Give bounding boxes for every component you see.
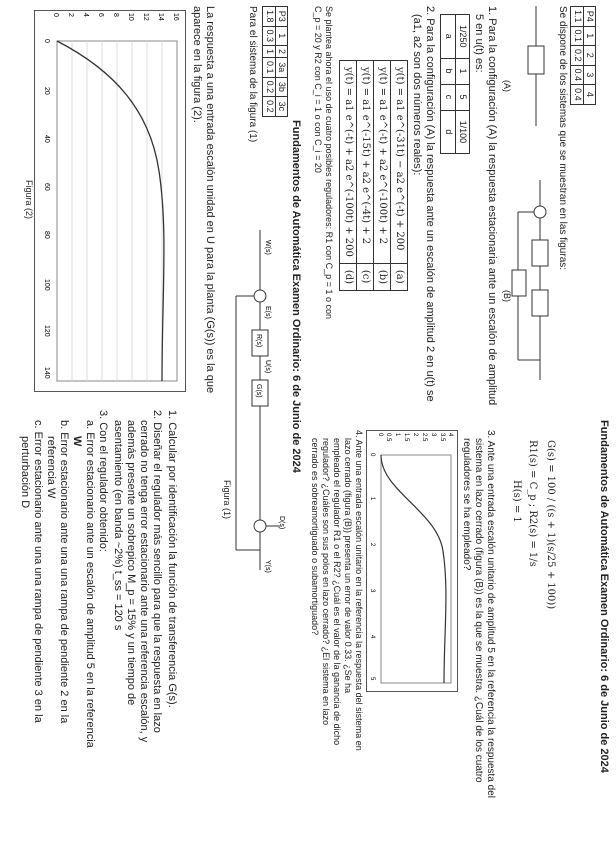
option-eq: y(t) = a1 e^(-31t) − a2 e^(-t) + 200 <box>391 61 408 264</box>
ans-label: c <box>441 84 455 110</box>
figure-b-caption: (B) <box>502 290 512 302</box>
y-tick: 2.5 <box>421 433 427 442</box>
x-tick: 100 <box>43 279 50 291</box>
y-tick: 1.5 <box>403 433 409 442</box>
left-q3b-line1: b. Error estacionario ante una una rampa de pendiente 2 en la <box>58 420 70 724</box>
option-label: (d) <box>340 263 357 290</box>
cell: 3a <box>275 58 287 78</box>
ans-value: 1/100 <box>455 110 469 154</box>
figure-b-diagram <box>508 180 558 420</box>
x-tick: 0 <box>43 39 50 43</box>
cell: 0.3 <box>263 26 275 46</box>
cell: 0.1 <box>263 58 275 78</box>
options-table <box>339 60 408 291</box>
x-tick: 1 <box>369 497 375 501</box>
option-eq: y(t) = a1 e^(-t) + a2 e^(-100t) + 2 <box>374 61 391 264</box>
figure-3-plot <box>366 430 458 692</box>
right-q1-line2: 5 en u(t) es: <box>473 14 485 73</box>
cell: 1.1 <box>571 7 583 27</box>
figure-2-plot <box>34 10 186 392</box>
right-q2-line2: (a1, a2 son dos números reales): <box>411 14 423 176</box>
sum-junction <box>254 290 266 302</box>
x-tick: 3 <box>369 589 375 593</box>
left-q1: 1. Calcular por identificación la función de transferencia G(s). <box>166 410 178 708</box>
cell: 1 <box>263 46 275 58</box>
ans-value: 5 <box>455 84 469 110</box>
right-q4-line2: lazo cerrado (figura (B)) presenta un error de valor 0.33. ¿Se ha <box>343 438 353 694</box>
x-tick: 2 <box>369 543 375 547</box>
cell: 0.4 <box>571 65 583 85</box>
option-label: (a) <box>391 263 408 290</box>
right-q4-line3: empleado el regulador R1 o el R2? ¿Cuál es el valor de la ganancia de dicho <box>332 438 342 746</box>
cell: 1.8 <box>263 7 275 27</box>
ans-label: a <box>441 15 455 59</box>
left-q2-line2: cerrado no tenga error estacionario ante una referencia escalón, y <box>138 420 150 743</box>
y-tick: 0 <box>52 13 59 17</box>
sig-e: E(s) <box>264 306 271 319</box>
left-q3b-line2: referencia W <box>45 436 57 499</box>
cell: 1 <box>583 26 595 46</box>
left-q2-line4: asentamiento (en banda ~2%) t_ss = 120 s <box>112 420 124 631</box>
sig-w: W(s) <box>264 240 271 255</box>
right-p3-line2: C_p = 20 y R2 con C_i = 1 o con C_i = 20 <box>313 6 323 173</box>
x-tick: 4 <box>369 635 375 639</box>
left-header: Fundamentos de Automática Examen Ordinario: 6 de Junio de 2024 <box>290 120 302 473</box>
sig-y: Y(s) <box>264 560 271 573</box>
x-tick: 5 <box>369 677 375 681</box>
right-q4-line1: 4. Ante una entrada escalón unitario en la referencia la respuesta del sistema en <box>354 430 364 751</box>
ans-label: b <box>441 58 455 84</box>
left-q2-line3: además presente un sobrepico M_p = 15% y un tiempo de <box>125 420 137 706</box>
x-tick: 80 <box>43 231 50 239</box>
sum-junction <box>534 206 546 218</box>
cell: 4 <box>583 85 595 105</box>
y-tick: 4 <box>82 13 89 17</box>
y-tick: 3.5 <box>439 433 445 442</box>
left-q3: 3. Con el regulador obtenido: <box>97 410 109 552</box>
figure-1-svg <box>218 230 288 600</box>
sum-junction-2 <box>254 520 266 532</box>
right-intro: Se dispone de los sistemas que se muestran en las figuras: <box>557 6 568 271</box>
option-eq: y(t) = a1 e^(-15t) + a2 e^(-4t) + 2 <box>357 61 374 264</box>
y-tick: 2 <box>412 433 418 437</box>
y-tick: 2 <box>67 13 74 17</box>
x-tick: 60 <box>43 183 50 191</box>
r-equation: R1(s) = C_p ; R2(s) = 1/s <box>527 440 538 567</box>
ans-value: 1/250 <box>455 15 469 59</box>
option-label: (b) <box>374 263 391 290</box>
block-r <box>532 240 548 266</box>
right-q4-line4: regulador? ¿Cuáles son sus polos en lazo cerrado? ¿El sistema en lazo <box>321 438 331 726</box>
y-tick: 16 <box>172 13 179 21</box>
y-tick: 10 <box>127 13 134 21</box>
plot-area <box>381 455 451 683</box>
cell: 0.2 <box>263 97 275 117</box>
left-q2-line1: 2. Diseñar el regulador más sencillo para que la respuesta en lazo <box>151 410 163 733</box>
left-intro: Para el sistema de la figura (1) <box>247 6 258 143</box>
left-q3c-line2: perturbación D <box>19 436 31 509</box>
ans-value: 1 <box>455 58 469 84</box>
sig-d: D(s) <box>278 516 285 530</box>
right-q3-line2: sistema en lazo cerrado (figura (B)) es la que se muestra. ¿Cuál de los cuatro <box>473 438 484 783</box>
answer-table <box>441 14 471 154</box>
cell: 0.2 <box>571 46 583 66</box>
left-score-table <box>263 6 289 117</box>
block-h <box>512 270 526 296</box>
option-eq: y(t) = a1 e^(-t) + a2 e^(-100t) + 200 <box>340 61 357 264</box>
right-q1-line1: 1. Para la configuración (A) la respuesta estacionaria ante un escalón de amplitud <box>486 6 498 406</box>
y-tick: 12 <box>142 13 149 21</box>
left-para-1: La respuesta a una entrada escalón unidad en U para la planta (G(s)) es la que <box>204 6 216 394</box>
cell: 3 <box>583 65 595 85</box>
grid <box>72 41 162 381</box>
cell: 0.4 <box>571 85 583 105</box>
ans-label: d <box>441 110 455 154</box>
step-response-curve <box>57 41 164 381</box>
right-q3-line3: reguladores se ha empleado? <box>461 438 472 571</box>
option-label: (c) <box>357 263 374 290</box>
figure-1-diagram <box>218 230 288 600</box>
y-tick: 14 <box>157 13 164 21</box>
cell: 0.2 <box>263 77 275 97</box>
figure-1-caption: Figura (1) <box>222 480 232 520</box>
cell: 3c <box>275 97 287 117</box>
left-q3a-line1: a. Error estacionario ante un escalón de amplitud 5 en la referencia <box>84 420 96 748</box>
right-q4-line5: cerrado es sobreamortiguado o subamortiguado? <box>310 438 320 636</box>
gs-equation: G(s) = 100 / ((s + 1)(s/25 + 100)) <box>545 440 556 610</box>
y-tick: 0.5 <box>385 433 391 442</box>
cell: P4 <box>583 7 595 27</box>
y-tick: 4 <box>447 433 453 437</box>
figure-3-svg <box>367 431 457 691</box>
hs-equation: H(s) = 1 <box>511 480 522 523</box>
right-page <box>308 0 616 848</box>
y-tick: 8 <box>112 13 119 17</box>
sig-u: U(s) <box>264 360 271 374</box>
y-tick: 0 <box>377 433 383 437</box>
figure-2-caption: Figura (2) <box>24 180 34 220</box>
right-header: Fundamentos de Automática Examen Ordinario: 6 de Junio de 2024 <box>598 420 610 773</box>
y-tick: 6 <box>97 13 104 17</box>
left-q3c-line1: c. Error estacionario ante una una rampa de pendiente 3 en la <box>32 420 44 723</box>
block-g <box>528 46 544 74</box>
sig-r: R(s) <box>255 334 262 348</box>
left-q3a-line2: W <box>71 436 83 447</box>
figure-b-svg <box>508 180 558 420</box>
figure-2-svg <box>35 11 185 391</box>
y-tick: 3 <box>430 433 436 437</box>
right-score-table <box>571 6 597 105</box>
cell: 0.1 <box>571 26 583 46</box>
cell: 2 <box>583 46 595 66</box>
right-q2-line1: 2. Para la configuración (A) la respuesta ante un escalón de amplitud 2 en u(t) se <box>424 6 436 402</box>
figure-a-caption: (A) <box>502 80 512 92</box>
figure-a-svg <box>516 6 556 166</box>
left-para-2: aparece en la figura (2). <box>191 6 203 123</box>
x-tick: 20 <box>43 87 50 95</box>
cell: 1 <box>275 26 287 46</box>
right-q3-line1: 3. Ante una entrada escalón unitario de amplitud 5 en la referencia la respuesta del <box>485 430 496 799</box>
closed-loop-response <box>381 455 446 683</box>
block-g <box>532 290 548 316</box>
cell: 3b <box>275 77 287 97</box>
sig-g: G(s) <box>255 384 262 398</box>
cell: P3 <box>275 7 287 27</box>
figure-a-diagram <box>516 6 556 166</box>
x-tick: 0 <box>369 453 375 457</box>
right-p3-line1: Se plantea ahora el uso de cuatro posibles reguladores: R1 con C_p = 1 o con <box>324 6 334 319</box>
x-tick: 120 <box>43 325 50 337</box>
y-tick: 1 <box>394 433 400 437</box>
cell: 2 <box>275 46 287 58</box>
x-tick: 140 <box>43 367 50 379</box>
x-tick: 40 <box>43 135 50 143</box>
